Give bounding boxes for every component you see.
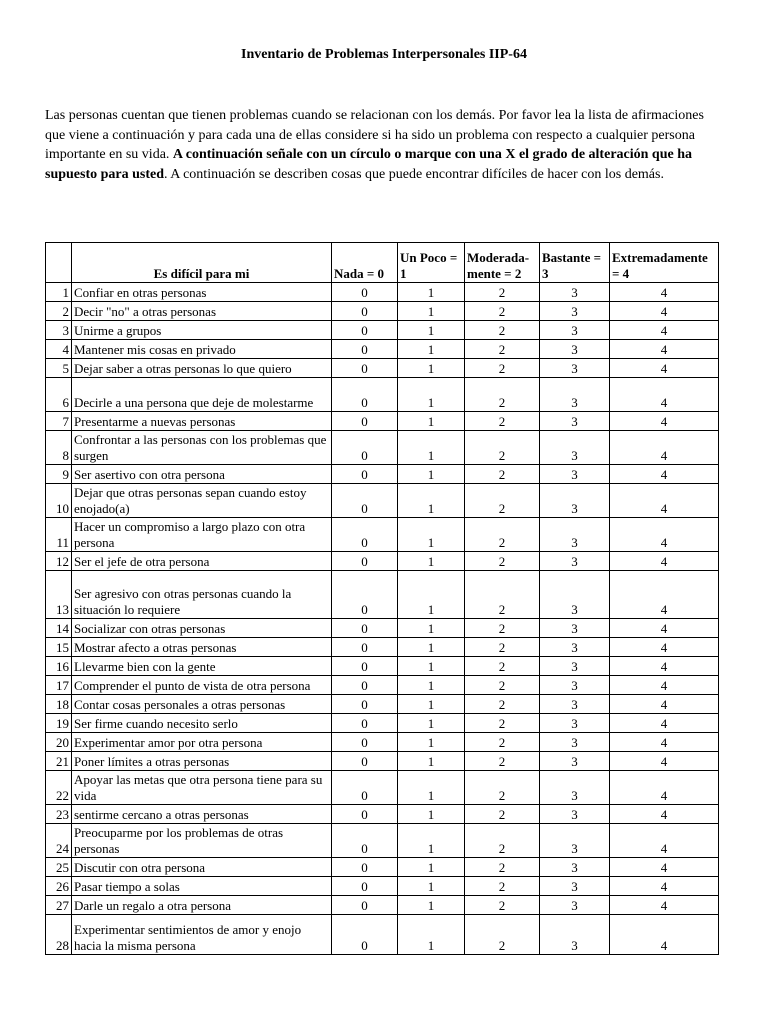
rating-option-3[interactable]: 3 (540, 518, 610, 552)
rating-option-4[interactable]: 4 (610, 283, 719, 302)
rating-option-2[interactable]: 2 (465, 619, 540, 638)
rating-option-3[interactable]: 3 (540, 283, 610, 302)
rating-option-3[interactable]: 3 (540, 465, 610, 484)
rating-option-2[interactable]: 2 (465, 714, 540, 733)
rating-option-2[interactable]: 2 (465, 638, 540, 657)
rating-option-2[interactable]: 2 (465, 752, 540, 771)
rating-option-0[interactable]: 0 (332, 915, 398, 955)
table-row (46, 518, 719, 552)
table-row (46, 896, 719, 915)
instructions-text-2: . A continuación se describen cosas que puede encontrar difíciles de hacer con los demás. (164, 166, 664, 182)
rating-option-1[interactable]: 1 (398, 321, 465, 340)
rating-option-2[interactable]: 2 (465, 321, 540, 340)
rating-option-0[interactable]: 0 (332, 302, 398, 321)
rating-option-0[interactable]: 0 (332, 359, 398, 378)
table-row (46, 771, 719, 805)
rating-option-2[interactable]: 2 (465, 518, 540, 552)
item-text: Poner límites a otras personas (72, 752, 332, 771)
rating-option-2[interactable]: 2 (465, 733, 540, 752)
item-text: Pasar tiempo a solas (72, 877, 332, 896)
document-title: Inventario de Problemas Interpersonales IIP-64 (241, 47, 527, 62)
rating-option-2[interactable]: 2 (465, 340, 540, 359)
item-text: Experimentar sentimientos de amor y enojo hacia la misma persona (72, 915, 332, 955)
rating-option-2[interactable]: 2 (465, 896, 540, 915)
rating-option-4[interactable]: 4 (610, 657, 719, 676)
rating-option-4[interactable]: 4 (610, 733, 719, 752)
rating-option-3[interactable]: 3 (540, 733, 610, 752)
rating-option-4[interactable]: 4 (610, 915, 719, 955)
rating-option-4[interactable]: 4 (610, 896, 719, 915)
rating-option-2[interactable]: 2 (465, 657, 540, 676)
item-text: Dejar que otras personas sepan cuando estoy enojado(a) (72, 484, 332, 518)
rating-option-4[interactable]: 4 (610, 321, 719, 340)
rating-option-4[interactable]: 4 (610, 340, 719, 359)
rating-option-2[interactable]: 2 (465, 571, 540, 619)
item-text: Dejar saber a otras personas lo que quiero (72, 359, 332, 378)
table-row (46, 465, 719, 484)
inventory-table (45, 242, 719, 955)
rating-option-0[interactable]: 0 (332, 877, 398, 896)
rating-option-3[interactable]: 3 (540, 695, 610, 714)
rating-option-1[interactable]: 1 (398, 638, 465, 657)
rating-option-0[interactable]: 0 (332, 771, 398, 805)
rating-option-4[interactable]: 4 (610, 465, 719, 484)
item-number: 9 (46, 465, 72, 484)
item-text: Preocuparme por los problemas de otras personas (72, 824, 332, 858)
table-row (46, 695, 719, 714)
rating-option-0[interactable]: 0 (332, 465, 398, 484)
item-number: 16 (46, 657, 72, 676)
table-row (46, 638, 719, 657)
item-number: 15 (46, 638, 72, 657)
rating-option-3[interactable]: 3 (540, 484, 610, 518)
rating-option-0[interactable]: 0 (332, 321, 398, 340)
rating-option-3[interactable]: 3 (540, 302, 610, 321)
rating-option-1[interactable]: 1 (398, 465, 465, 484)
rating-option-3[interactable]: 3 (540, 378, 610, 412)
rating-option-4[interactable]: 4 (610, 824, 719, 858)
rating-option-2[interactable]: 2 (465, 412, 540, 431)
rating-option-3[interactable]: 3 (540, 714, 610, 733)
rating-option-3[interactable]: 3 (540, 638, 610, 657)
rating-option-1[interactable]: 1 (398, 695, 465, 714)
rating-option-1[interactable]: 1 (398, 805, 465, 824)
rating-option-2[interactable]: 2 (465, 465, 540, 484)
table-row (46, 412, 719, 431)
rating-option-2[interactable]: 2 (465, 915, 540, 955)
rating-option-3[interactable]: 3 (540, 431, 610, 465)
rating-option-4[interactable]: 4 (610, 302, 719, 321)
rating-option-0[interactable]: 0 (332, 805, 398, 824)
table-row (46, 431, 719, 465)
table-body (46, 283, 719, 955)
rating-option-1[interactable]: 1 (398, 752, 465, 771)
item-number: 22 (46, 771, 72, 805)
rating-option-3[interactable]: 3 (540, 321, 610, 340)
rating-option-3[interactable]: 3 (540, 676, 610, 695)
item-number: 10 (46, 484, 72, 518)
rating-option-4[interactable]: 4 (610, 695, 719, 714)
table-row (46, 752, 719, 771)
header-number-cell (46, 243, 72, 283)
rating-option-3[interactable]: 3 (540, 752, 610, 771)
item-number: 26 (46, 877, 72, 896)
table-row (46, 915, 719, 955)
table-header-row (46, 243, 719, 283)
rating-option-4[interactable]: 4 (610, 571, 719, 619)
table-row (46, 657, 719, 676)
item-number: 28 (46, 915, 72, 955)
rating-option-4[interactable]: 4 (610, 431, 719, 465)
rating-option-3[interactable]: 3 (540, 412, 610, 431)
rating-option-2[interactable]: 2 (465, 552, 540, 571)
rating-option-2[interactable]: 2 (465, 431, 540, 465)
rating-option-3[interactable]: 3 (540, 877, 610, 896)
item-number: 24 (46, 824, 72, 858)
item-text: Experimentar amor por otra persona (72, 733, 332, 752)
rating-option-3[interactable]: 3 (540, 657, 610, 676)
header-scale-3: Bastante = 3 (540, 243, 610, 283)
rating-option-3[interactable]: 3 (540, 571, 610, 619)
item-number: 5 (46, 359, 72, 378)
rating-option-1[interactable]: 1 (398, 657, 465, 676)
rating-option-0[interactable]: 0 (332, 518, 398, 552)
table-row (46, 283, 719, 302)
rating-option-1[interactable]: 1 (398, 896, 465, 915)
item-text: Ser el jefe de otra persona (72, 552, 332, 571)
rating-option-0[interactable]: 0 (332, 752, 398, 771)
table-row (46, 858, 719, 877)
item-number: 1 (46, 283, 72, 302)
item-text: Unirme a grupos (72, 321, 332, 340)
rating-option-4[interactable]: 4 (610, 752, 719, 771)
item-number: 8 (46, 431, 72, 465)
rating-option-3[interactable]: 3 (540, 771, 610, 805)
item-number: 3 (46, 321, 72, 340)
rating-option-2[interactable]: 2 (465, 484, 540, 518)
header-scale-1: Un Poco = 1 (398, 243, 465, 283)
rating-option-0[interactable]: 0 (332, 340, 398, 359)
item-text: Llevarme bien con la gente (72, 657, 332, 676)
rating-option-2[interactable]: 2 (465, 283, 540, 302)
header-scale-0: Nada = 0 (332, 243, 398, 283)
item-text: Ser asertivo con otra persona (72, 465, 332, 484)
item-number: 4 (46, 340, 72, 359)
rating-option-4[interactable]: 4 (610, 412, 719, 431)
instructions-paragraph (45, 106, 725, 184)
rating-option-0[interactable]: 0 (332, 657, 398, 676)
rating-option-2[interactable]: 2 (465, 695, 540, 714)
rating-option-3[interactable]: 3 (540, 824, 610, 858)
item-text: Decir "no" a otras personas (72, 302, 332, 321)
table-row (46, 805, 719, 824)
item-text: Ser agresivo con otras personas cuando la situación lo requiere (72, 571, 332, 619)
item-text: Darle un regalo a otra persona (72, 896, 332, 915)
rating-option-0[interactable]: 0 (332, 676, 398, 695)
rating-option-1[interactable]: 1 (398, 484, 465, 518)
table-row (46, 877, 719, 896)
item-text: Confrontar a las personas con los problemas que surgen (72, 431, 332, 465)
rating-option-4[interactable]: 4 (610, 858, 719, 877)
rating-option-1[interactable]: 1 (398, 858, 465, 877)
item-number: 14 (46, 619, 72, 638)
item-number: 11 (46, 518, 72, 552)
rating-option-2[interactable]: 2 (465, 676, 540, 695)
table-row (46, 302, 719, 321)
rating-option-3[interactable]: 3 (540, 805, 610, 824)
table-row (46, 340, 719, 359)
rating-option-1[interactable]: 1 (398, 431, 465, 465)
rating-option-1[interactable]: 1 (398, 676, 465, 695)
rating-option-1[interactable]: 1 (398, 877, 465, 896)
item-number: 12 (46, 552, 72, 571)
table-row (46, 321, 719, 340)
rating-option-1[interactable]: 1 (398, 771, 465, 805)
rating-option-2[interactable]: 2 (465, 877, 540, 896)
rating-option-3[interactable]: 3 (540, 619, 610, 638)
rating-option-1[interactable]: 1 (398, 378, 465, 412)
rating-option-1[interactable]: 1 (398, 359, 465, 378)
table-row (46, 824, 719, 858)
rating-option-0[interactable]: 0 (332, 412, 398, 431)
rating-option-4[interactable]: 4 (610, 552, 719, 571)
item-text: Discutir con otra persona (72, 858, 332, 877)
rating-option-1[interactable]: 1 (398, 340, 465, 359)
rating-option-1[interactable]: 1 (398, 302, 465, 321)
rating-option-0[interactable]: 0 (332, 733, 398, 752)
rating-option-3[interactable]: 3 (540, 552, 610, 571)
rating-option-0[interactable]: 0 (332, 552, 398, 571)
table-row (46, 619, 719, 638)
rating-option-1[interactable]: 1 (398, 619, 465, 638)
rating-option-1[interactable]: 1 (398, 552, 465, 571)
item-number: 23 (46, 805, 72, 824)
rating-option-4[interactable]: 4 (610, 378, 719, 412)
rating-option-4[interactable]: 4 (610, 359, 719, 378)
rating-option-4[interactable]: 4 (610, 805, 719, 824)
rating-option-3[interactable]: 3 (540, 359, 610, 378)
rating-option-0[interactable]: 0 (332, 484, 398, 518)
item-number: 18 (46, 695, 72, 714)
rating-option-1[interactable]: 1 (398, 412, 465, 431)
item-text: Confiar en otras personas (72, 283, 332, 302)
header-scale-2: Moderada-mente = 2 (465, 243, 540, 283)
item-number: 25 (46, 858, 72, 877)
table-row (46, 552, 719, 571)
rating-option-0[interactable]: 0 (332, 824, 398, 858)
rating-option-0[interactable]: 0 (332, 858, 398, 877)
rating-option-0[interactable]: 0 (332, 378, 398, 412)
rating-option-4[interactable]: 4 (610, 619, 719, 638)
item-text: sentirme cercano a otras personas (72, 805, 332, 824)
table-row (46, 714, 719, 733)
item-text: Hacer un compromiso a largo plazo con otra persona (72, 518, 332, 552)
rating-option-3[interactable]: 3 (540, 915, 610, 955)
rating-option-4[interactable]: 4 (610, 676, 719, 695)
item-number: 19 (46, 714, 72, 733)
item-number: 7 (46, 412, 72, 431)
rating-option-0[interactable]: 0 (332, 283, 398, 302)
rating-option-4[interactable]: 4 (610, 484, 719, 518)
rating-option-3[interactable]: 3 (540, 340, 610, 359)
rating-option-1[interactable]: 1 (398, 915, 465, 955)
rating-option-0[interactable]: 0 (332, 695, 398, 714)
rating-option-1[interactable]: 1 (398, 714, 465, 733)
table-row (46, 676, 719, 695)
rating-option-2[interactable]: 2 (465, 824, 540, 858)
rating-option-1[interactable]: 1 (398, 571, 465, 619)
item-number: 21 (46, 752, 72, 771)
rating-option-3[interactable]: 3 (540, 858, 610, 877)
item-number: 20 (46, 733, 72, 752)
rating-option-4[interactable]: 4 (610, 714, 719, 733)
rating-option-1[interactable]: 1 (398, 824, 465, 858)
rating-option-1[interactable]: 1 (398, 733, 465, 752)
item-number: 27 (46, 896, 72, 915)
item-number: 2 (46, 302, 72, 321)
header-scale-4: Extremadamente = 4 (610, 243, 719, 283)
rating-option-0[interactable]: 0 (332, 896, 398, 915)
rating-option-4[interactable]: 4 (610, 771, 719, 805)
table-row (46, 733, 719, 752)
rating-option-4[interactable]: 4 (610, 877, 719, 896)
rating-option-1[interactable]: 1 (398, 518, 465, 552)
rating-option-0[interactable]: 0 (332, 571, 398, 619)
table-row (46, 359, 719, 378)
item-text: Ser firme cuando necesito serlo (72, 714, 332, 733)
item-number: 6 (46, 378, 72, 412)
item-number: 17 (46, 676, 72, 695)
rating-option-1[interactable]: 1 (398, 283, 465, 302)
item-text: Apoyar las metas que otra persona tiene para su vida (72, 771, 332, 805)
rating-option-2[interactable]: 2 (465, 858, 540, 877)
item-text: Presentarme a nuevas personas (72, 412, 332, 431)
rating-option-0[interactable]: 0 (332, 638, 398, 657)
table-row (46, 378, 719, 412)
item-text: Mantener mis cosas en privado (72, 340, 332, 359)
rating-option-2[interactable]: 2 (465, 805, 540, 824)
header-item: Es difícil para mi (72, 243, 332, 283)
rating-option-2[interactable]: 2 (465, 359, 540, 378)
rating-option-3[interactable]: 3 (540, 896, 610, 915)
item-text: Mostrar afecto a otras personas (72, 638, 332, 657)
table-row (46, 571, 719, 619)
rating-option-0[interactable]: 0 (332, 714, 398, 733)
table-row (46, 484, 719, 518)
item-number: 13 (46, 571, 72, 619)
rating-option-4[interactable]: 4 (610, 638, 719, 657)
rating-option-2[interactable]: 2 (465, 378, 540, 412)
rating-option-4[interactable]: 4 (610, 518, 719, 552)
instructions-text-1: Las personas cuentan que tienen problemas cuando se relacionan con los demás. Por favor lea la lista de afirmaciones que viene a continuación y para cada una de ellas considere si ha sido un problema con respecto a cualquier persona importante en su vida. (45, 108, 704, 162)
item-text: Contar cosas personales a otras personas (72, 695, 332, 714)
rating-option-0[interactable]: 0 (332, 431, 398, 465)
item-text: Socializar con otras personas (72, 619, 332, 638)
rating-option-2[interactable]: 2 (465, 302, 540, 321)
instructions-emphasis: A continuación señale con un círculo o marque con una X el grado de alteración que ha supuesto para usted (45, 147, 692, 182)
rating-option-0[interactable]: 0 (332, 619, 398, 638)
rating-option-2[interactable]: 2 (465, 771, 540, 805)
item-text: Decirle a una persona que deje de molestarme (72, 378, 332, 412)
item-text: Comprender el punto de vista de otra persona (72, 676, 332, 695)
